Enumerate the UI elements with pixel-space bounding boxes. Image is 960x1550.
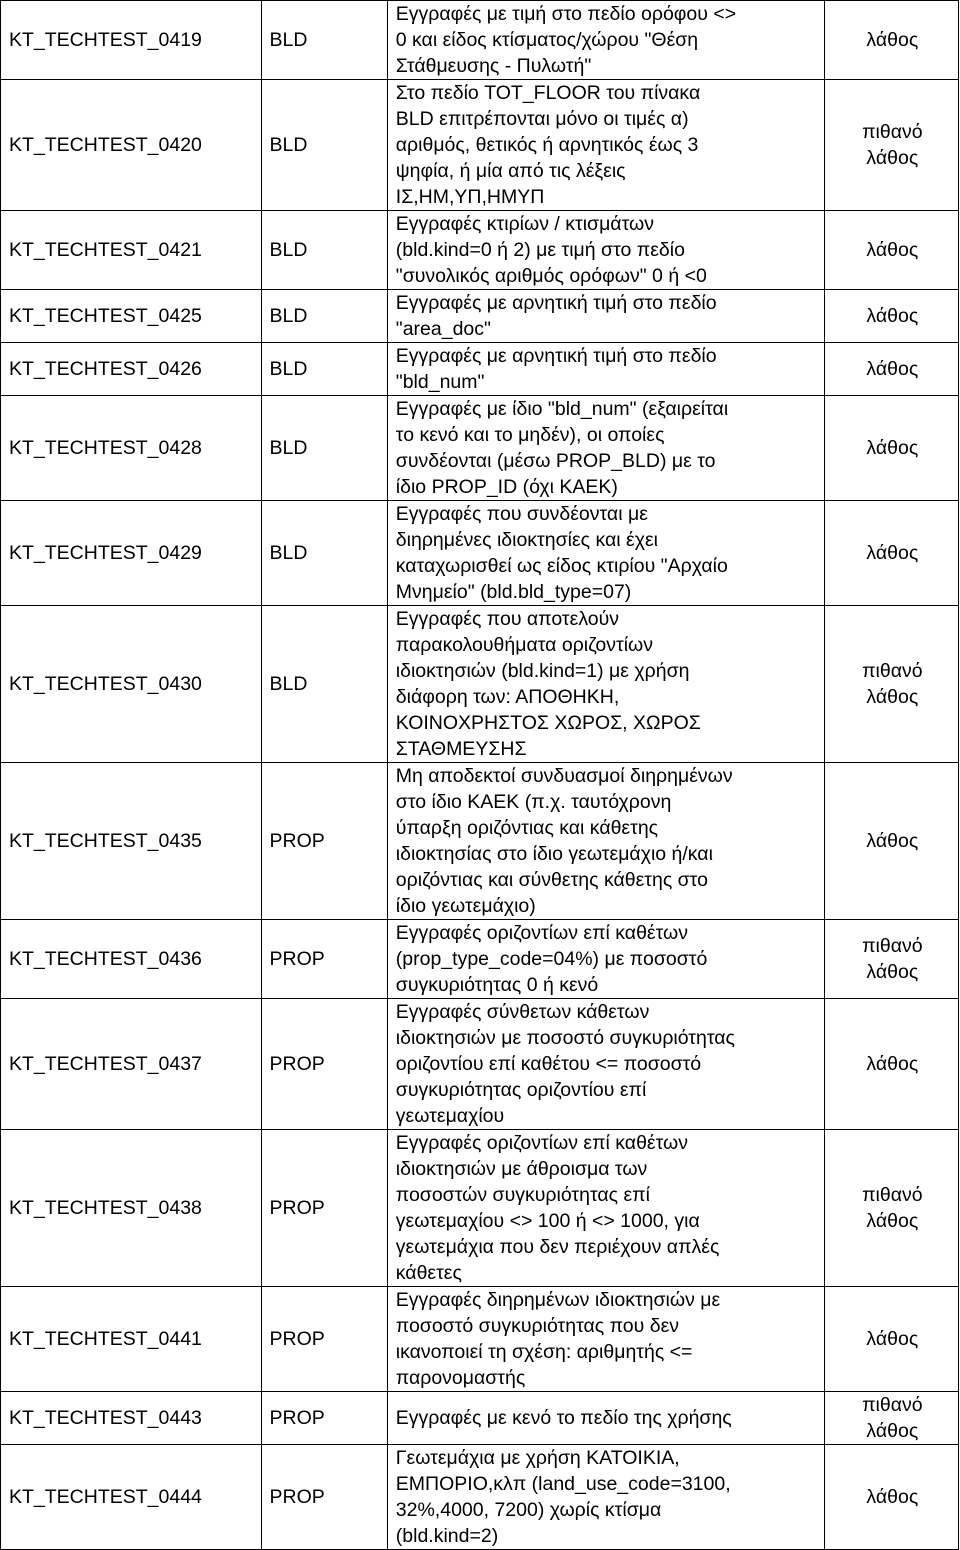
entity-cell: BLD xyxy=(261,211,387,290)
description-cell xyxy=(387,211,824,290)
severity-cell xyxy=(824,1287,958,1392)
severity-cell xyxy=(824,999,958,1130)
test-code-cell: KT_TECHTEST_0437 xyxy=(1,999,262,1130)
severity-cell xyxy=(824,211,958,290)
description-line: οριζόντιας και σύνθετης κάθετης στο xyxy=(395,869,708,891)
entity-cell: BLD xyxy=(261,343,387,396)
description-line: ΣΤΑΘΜΕΥΣΗΣ xyxy=(395,738,527,760)
entity-cell: BLD xyxy=(261,80,387,211)
description-line: (prop_type_code=04%) με ποσοστό xyxy=(395,948,708,970)
entity-cell: PROP xyxy=(261,999,387,1130)
description-cell xyxy=(387,501,824,606)
description-cell xyxy=(387,1445,824,1550)
test-code-cell: KT_TECHTEST_0429 xyxy=(1,501,262,606)
description-line: "area_doc" xyxy=(395,318,491,340)
description-cell xyxy=(387,763,824,920)
description-line: ΕΜΠΟΡΙΟ,κλπ (land_use_code=3100, xyxy=(395,1473,731,1495)
entity-cell: BLD xyxy=(261,501,387,606)
table-row xyxy=(1,1287,959,1392)
description-line: Εγγραφές που αποτελούν xyxy=(395,608,620,630)
description-cell xyxy=(387,999,824,1130)
table-row xyxy=(1,920,959,999)
table-row xyxy=(1,1,959,80)
severity-cell xyxy=(824,763,958,920)
description-line: Μνημείο" (bld.bld_type=07) xyxy=(395,581,632,603)
description-line: γεωτεμαχίου <> 100 ή <> 1000, για xyxy=(395,1210,700,1232)
description-cell xyxy=(387,80,824,211)
description-line: διάφορη των: ΑΠΟΘΗΚΗ, xyxy=(395,686,620,708)
entity-cell: PROP xyxy=(261,763,387,920)
description-line: γεωτεμαχίου xyxy=(395,1105,505,1127)
description-line: Εγγραφές που συνδέονται με xyxy=(395,503,648,525)
description-cell xyxy=(387,1,824,80)
severity-cell xyxy=(824,290,958,343)
table-row xyxy=(1,999,959,1130)
description-line: Γεωτεμάχια με χρήση ΚΑΤΟΙΚΙΑ, xyxy=(395,1447,680,1469)
description-line: 32%,4000, 7200) χωρίς κτίσμα xyxy=(395,1499,662,1521)
table-row xyxy=(1,396,959,501)
description-line: συνδέονται (μέσω PROP_BLD) με το xyxy=(395,450,716,472)
severity-line: πιθανό xyxy=(862,935,923,957)
description-line: παρονομαστής xyxy=(395,1367,526,1389)
severity-line: λάθος xyxy=(866,1053,919,1075)
description-line: γεωτεμάχια που δεν περιέχουν απλές xyxy=(395,1236,720,1258)
table-row xyxy=(1,80,959,211)
entity-cell: PROP xyxy=(261,1392,387,1445)
description-line: Εγγραφές με κενό το πεδίο της χρήσης xyxy=(395,1407,732,1429)
table-row xyxy=(1,290,959,343)
table-row xyxy=(1,343,959,396)
description-line: παρακολουθήματα οριζοντίων xyxy=(395,634,654,656)
test-code-cell: KT_TECHTEST_0436 xyxy=(1,920,262,999)
severity-line: λάθος xyxy=(866,1486,919,1508)
description-line: (bld.kind=2) xyxy=(395,1525,499,1547)
severity-line: λάθος xyxy=(866,1328,919,1350)
test-code-cell: KT_TECHTEST_0435 xyxy=(1,763,262,920)
description-line: ύπαρξη οριζόντιας και κάθετης xyxy=(395,817,659,839)
description-line: ικανοποιεί τη σχέση: αριθμητής <= xyxy=(395,1341,693,1363)
description-cell xyxy=(387,396,824,501)
test-code-cell: KT_TECHTEST_0426 xyxy=(1,343,262,396)
description-line: ΚΟΙΝΟΧΡΗΣΤΟΣ ΧΩΡΟΣ, ΧΩΡΟΣ xyxy=(395,712,701,734)
description-line: 0 και είδος κτίσματος/χώρου "Θέση xyxy=(395,29,699,51)
test-code-cell: KT_TECHTEST_0421 xyxy=(1,211,262,290)
description-cell xyxy=(387,606,824,763)
description-line: ιδιοκτησιών με ποσοστό συγκυριότητας xyxy=(395,1027,735,1049)
severity-cell xyxy=(824,80,958,211)
severity-line: λάθος xyxy=(866,437,919,459)
table-row xyxy=(1,1445,959,1550)
test-code-cell: KT_TECHTEST_0428 xyxy=(1,396,262,501)
severity-line: λάθος xyxy=(866,961,919,983)
description-line: το κενό και το μηδέν), οι οποίες xyxy=(395,424,665,446)
severity-line: πιθανό xyxy=(862,1394,923,1416)
entity-cell: BLD xyxy=(261,606,387,763)
description-line: "bld_num" xyxy=(395,371,485,393)
test-code-cell: KT_TECHTEST_0441 xyxy=(1,1287,262,1392)
description-line: Εγγραφές με αρνητική τιμή στο πεδίο xyxy=(395,292,717,314)
description-line: ποσοστό συγκυριότητας που δεν xyxy=(395,1315,680,1337)
severity-cell xyxy=(824,920,958,999)
entity-cell: BLD xyxy=(261,290,387,343)
severity-line: λάθος xyxy=(866,29,919,51)
description-line: αριθμός, θετικός ή αρνητικός έως 3 xyxy=(395,134,699,156)
description-line: (bld.kind=0 ή 2) με τιμή στο πεδίο xyxy=(395,239,685,261)
description-line: συγκυριότητας 0 ή κενό xyxy=(395,974,599,996)
severity-line: λάθος xyxy=(866,1210,919,1232)
severity-line: λάθος xyxy=(866,542,919,564)
severity-cell xyxy=(824,606,958,763)
description-line: ίδιο PROP_ID (όχι ΚΑΕΚ) xyxy=(395,476,618,498)
description-line: ΙΣ,ΗΜ,ΥΠ,ΗΜΥΠ xyxy=(395,186,545,208)
severity-line: πιθανό xyxy=(862,660,923,682)
table-row xyxy=(1,501,959,606)
severity-cell xyxy=(824,396,958,501)
description-line: Εγγραφές με ίδιο "bld_num" (εξαιρείται xyxy=(395,398,729,420)
description-line: Εγγραφές σύνθετων κάθετων xyxy=(395,1001,650,1023)
description-line: ιδιοκτησίας στο ίδιο γεωτεμάχιο ή/και xyxy=(395,843,713,865)
severity-line: λάθος xyxy=(866,686,919,708)
description-line: συγκυριότητας οριζοντίου επί xyxy=(395,1079,647,1101)
table-row xyxy=(1,1130,959,1287)
table-row xyxy=(1,211,959,290)
entity-cell: PROP xyxy=(261,1445,387,1550)
severity-cell xyxy=(824,1445,958,1550)
description-line: "συνολικός αριθμός ορόφων" 0 ή <0 xyxy=(395,265,707,287)
test-code-cell: KT_TECHTEST_0420 xyxy=(1,80,262,211)
description-line: ποσοστών συγκυριότητας επί xyxy=(395,1184,650,1206)
test-code-cell: KT_TECHTEST_0438 xyxy=(1,1130,262,1287)
description-cell xyxy=(387,920,824,999)
severity-cell xyxy=(824,1392,958,1445)
description-line: Εγγραφές με τιμή στο πεδίο ορόφου <> xyxy=(395,3,737,25)
test-code-cell: KT_TECHTEST_0430 xyxy=(1,606,262,763)
description-line: κάθετες xyxy=(395,1262,462,1284)
checks-table-body xyxy=(1,1,959,1550)
test-code-cell: KT_TECHTEST_0444 xyxy=(1,1445,262,1550)
description-line: BLD επιτρέπονται μόνο οι τιμές α) xyxy=(395,108,689,130)
severity-line: λάθος xyxy=(866,239,919,261)
table-row xyxy=(1,606,959,763)
description-line: διηρημένες ιδιοκτησίες και έχει xyxy=(395,529,658,551)
description-cell xyxy=(387,1392,824,1445)
description-line: στο ίδιο ΚΑΕΚ (π.χ. ταυτόχρονη xyxy=(395,791,672,813)
test-code-cell: KT_TECHTEST_0425 xyxy=(1,290,262,343)
severity-cell xyxy=(824,1130,958,1287)
entity-cell: PROP xyxy=(261,1287,387,1392)
entity-cell: BLD xyxy=(261,1,387,80)
severity-line: πιθανό xyxy=(862,121,923,143)
description-line: οριζοντίου επί καθέτου <= ποσοστό xyxy=(395,1053,702,1075)
severity-line: λάθος xyxy=(866,358,919,380)
severity-line: λάθος xyxy=(866,305,919,327)
entity-cell: BLD xyxy=(261,396,387,501)
description-line: καταχωρισθεί ως είδος κτιρίου "Αρχαίο xyxy=(395,555,728,577)
severity-line: λάθος xyxy=(866,830,919,852)
entity-cell: PROP xyxy=(261,1130,387,1287)
description-cell xyxy=(387,1130,824,1287)
test-code-cell: KT_TECHTEST_0419 xyxy=(1,1,262,80)
severity-cell xyxy=(824,1,958,80)
description-line: Εγγραφές οριζοντίων επί καθέτων xyxy=(395,922,689,944)
description-line: Εγγραφές κτιρίων / κτισμάτων xyxy=(395,213,654,235)
severity-cell xyxy=(824,501,958,606)
severity-line: λάθος xyxy=(866,1420,919,1442)
severity-cell xyxy=(824,343,958,396)
description-line: Εγγραφές διηρημένων ιδιοκτησιών με xyxy=(395,1289,721,1311)
description-line: ιδιοκτησιών (bld.kind=1) με χρήση xyxy=(395,660,690,682)
description-line: ψηφία, ή μία από τις λέξεις xyxy=(395,160,626,182)
description-line: Εγγραφές οριζοντίων επί καθέτων xyxy=(395,1132,689,1154)
description-line: Μη αποδεκτοί συνδυασμοί διηρημένων xyxy=(395,765,733,787)
description-line: Στάθμευσης - Πυλωτή" xyxy=(395,55,592,77)
description-line: ιδιοκτησιών με άθροισμα των xyxy=(395,1158,648,1180)
entity-cell: PROP xyxy=(261,920,387,999)
table-row xyxy=(1,763,959,920)
description-line: Στο πεδίο TOT_FLOOR του πίνακα xyxy=(395,82,701,104)
description-cell xyxy=(387,290,824,343)
description-cell xyxy=(387,343,824,396)
description-cell xyxy=(387,1287,824,1392)
table-row xyxy=(1,1392,959,1445)
severity-line: πιθανό xyxy=(862,1184,923,1206)
description-line: ίδιο γεωτεμάχιο) xyxy=(395,895,536,917)
test-code-cell: KT_TECHTEST_0443 xyxy=(1,1392,262,1445)
severity-line: λάθος xyxy=(866,147,919,169)
description-line: Εγγραφές με αρνητική τιμή στο πεδίο xyxy=(395,345,717,367)
